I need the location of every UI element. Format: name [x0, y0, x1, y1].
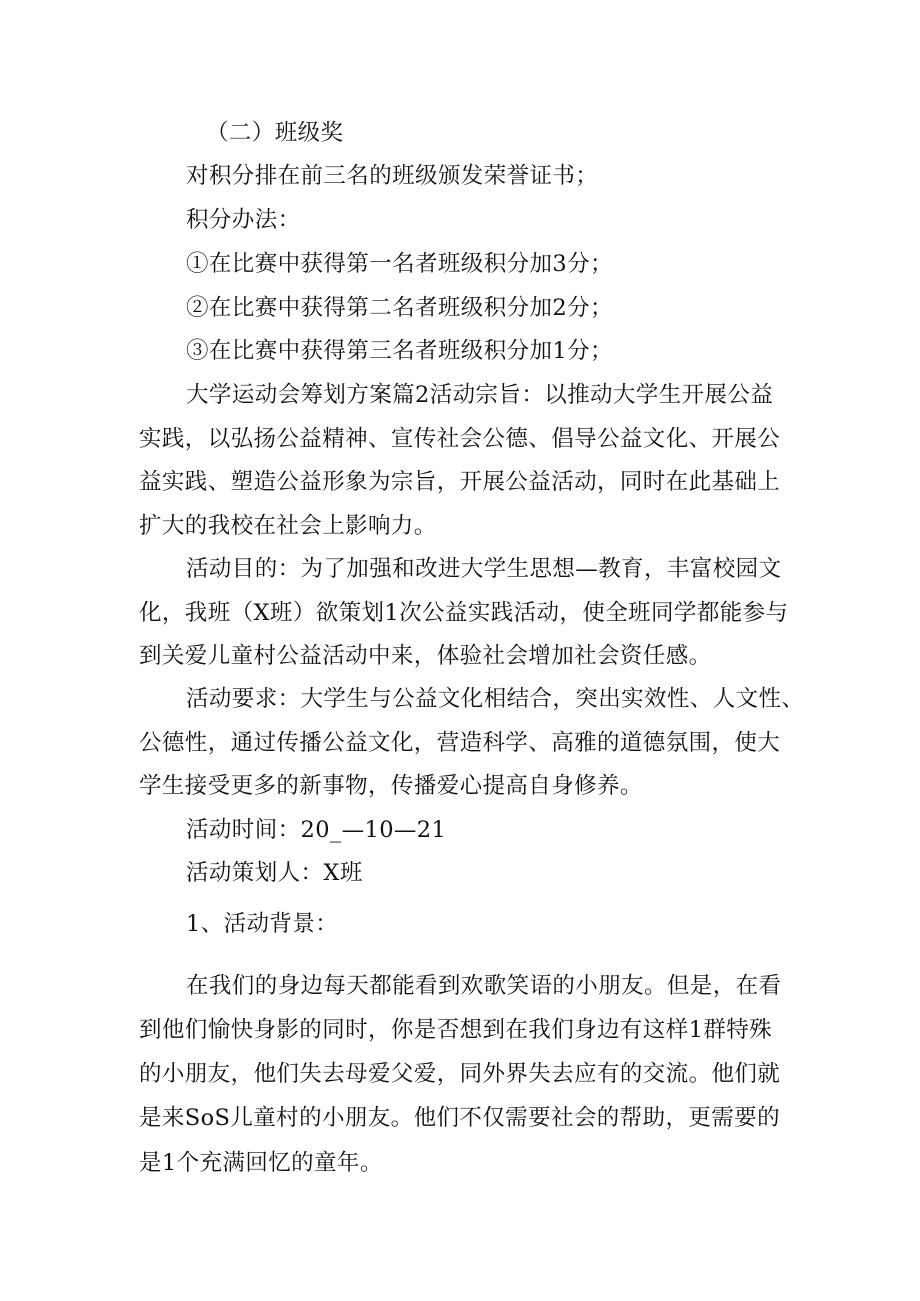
text-line: 活动时间：20_—10—21	[186, 817, 447, 843]
text-line: 是1个充满回忆的童年。	[139, 1150, 383, 1176]
text-line: 积分办法：	[186, 207, 301, 233]
text-line: 到关爱儿童村公益活动中来，体验社会增加社会资任感。	[139, 643, 712, 669]
text-line: 活动要求：大学生与公益文化相结合，突出实效性、人文性、	[186, 686, 805, 712]
list-item: ③在比赛中获得第三名者班级积分加1分；	[186, 338, 613, 364]
text-line: 活动策划人：X班	[186, 860, 363, 886]
text-line: 学生接受更多的新事物，传播爱心提高自身修养。	[139, 773, 643, 799]
text-line: 活动目的：为了加强和改进大学生思想—教育，丰富校园文	[186, 556, 782, 582]
text-line: 益实践、塑造公益形象为宗旨，开展公益活动，同时在此基础上	[139, 469, 781, 495]
text-line: 大学运动会筹划方案篇2活动宗旨：以推动大学生开展公益	[186, 382, 774, 408]
text-line: 到他们愉快身影的同时，你是否想到在我们身边有这样1群特殊	[139, 1017, 773, 1043]
section-heading-background: 1、活动背景：	[186, 911, 339, 937]
text-line: 实践，以弘扬公益精神、宣传社会公德、倡导公益文化、开展公	[139, 426, 781, 452]
list-item: ①在比赛中获得第一名者班级积分加3分；	[186, 251, 613, 277]
text-line: 公德性，通过传播公益文化，营造科学、高雅的道德氛围，使大	[139, 730, 781, 756]
text-line: 是来SoS儿童村的小朋友。他们不仅需要社会的帮助，更需要的	[139, 1105, 780, 1131]
text-line: 对积分排在前三名的班级颁发荣誉证书；	[186, 163, 599, 189]
text-line: 在我们的身边每天都能看到欢歌笑语的小朋友。但是，在看	[186, 973, 782, 999]
list-item: ②在比赛中获得第二名者班级积分加2分；	[186, 295, 613, 321]
text-line: 化，我班（X班）欲策划1次公益实践活动，使全班同学都能参与	[139, 600, 789, 626]
text-line: 的小朋友，他们失去母爱父爱，同外界失去应有的交流。他们就	[139, 1061, 781, 1087]
section-heading-class-award: （二）班级奖	[206, 120, 344, 146]
text-line: 扩大的我校在社会上影响力。	[139, 513, 437, 539]
